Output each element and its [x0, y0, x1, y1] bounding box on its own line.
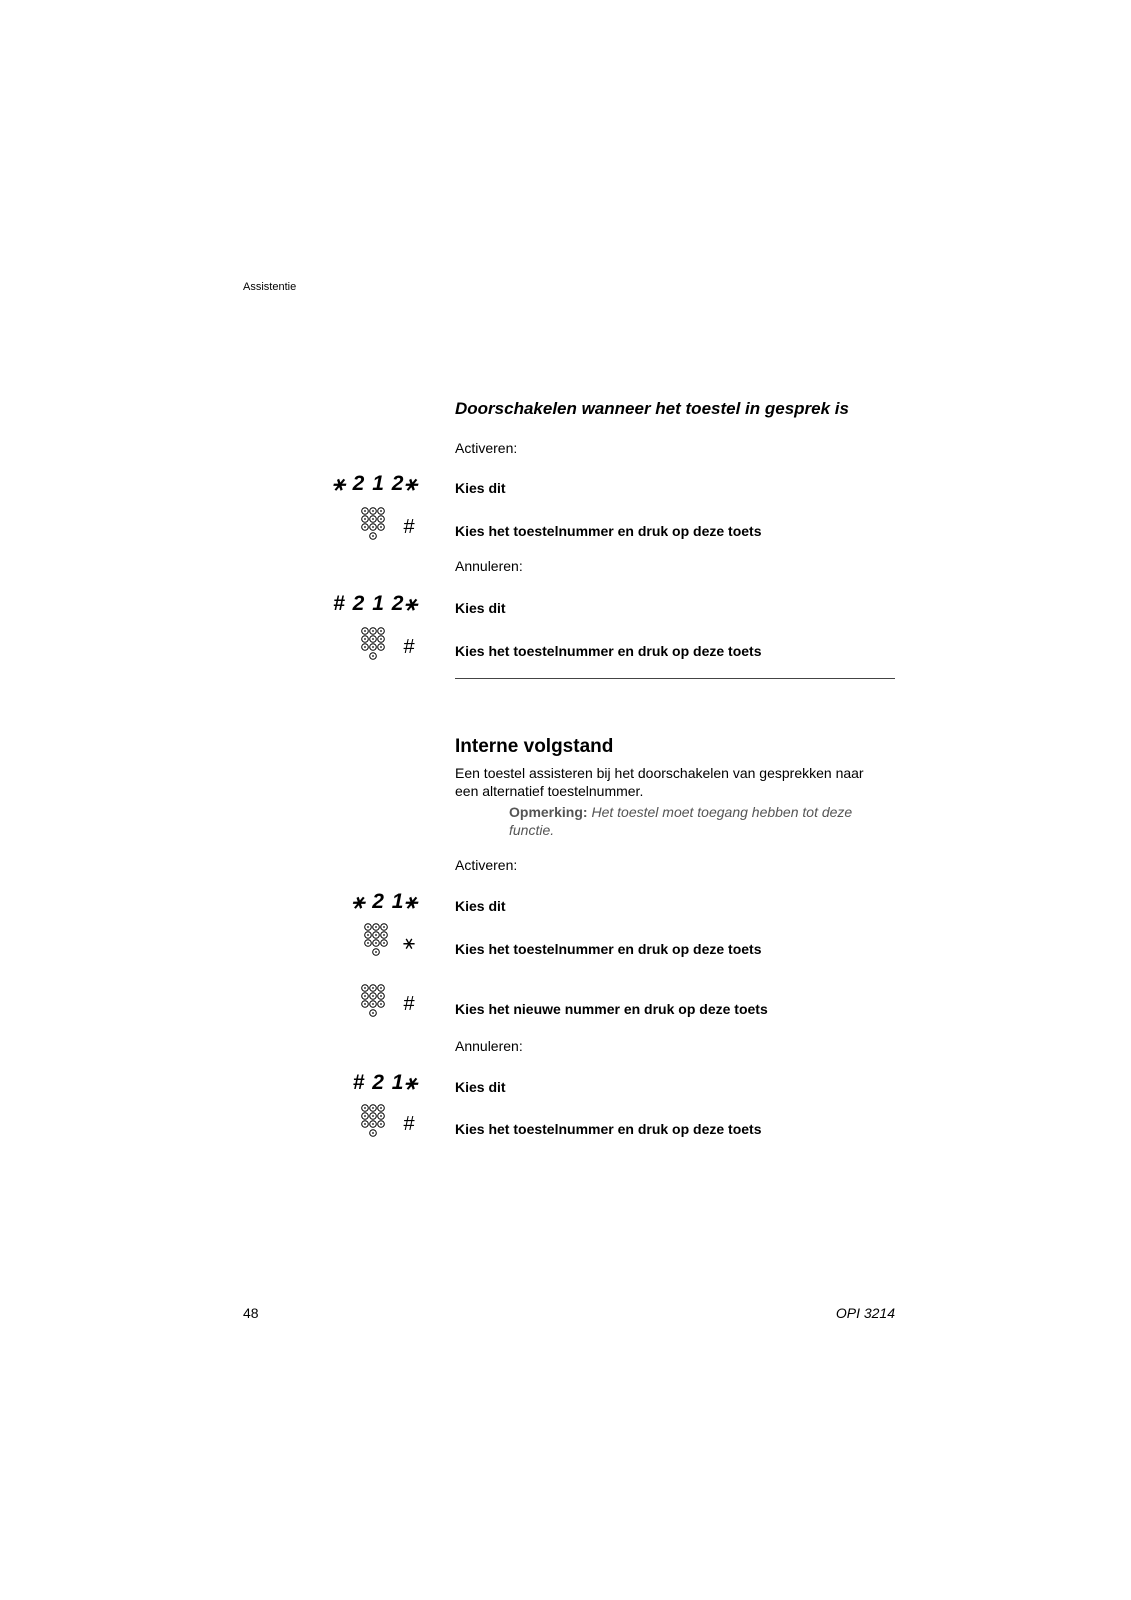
model-name: OPI 3214 — [835, 1305, 895, 1321]
instruction-text: Kies dit — [455, 1079, 506, 1095]
instruction-text: Kies dit — [455, 898, 506, 914]
keypad-icon — [358, 626, 388, 662]
section-title: Interne volgstand — [455, 736, 614, 757]
activate-label: Activeren: — [455, 440, 518, 456]
instruction-text: Kies het toestelnummer en druk op deze toets — [455, 523, 762, 539]
dial-code: # 2 1⚹ — [352, 1071, 418, 1094]
instruction-text: Kies het toestelnummer en druk op deze toets — [455, 1121, 762, 1137]
note-text: Het toestel moet toegang hebben tot deze functie. — [509, 804, 853, 838]
dial-code: ⚹ 2 1 2⚹ — [332, 472, 418, 495]
instruction-text: Kies het toestelnummer en druk op deze toets — [455, 941, 762, 957]
running-header: Assistentie — [243, 281, 297, 293]
star-key-icon: ⚹ — [403, 932, 415, 954]
activate-label: Activeren: — [455, 857, 518, 873]
keypad-icon — [361, 922, 391, 958]
cancel-label: Annuleren: — [455, 558, 523, 574]
keypad-icon — [358, 506, 388, 542]
instruction-text: Kies het nieuwe nummer en druk op deze toets — [455, 1001, 768, 1017]
hash-key-icon: # — [403, 516, 415, 538]
divider — [455, 678, 895, 679]
page-number: 48 — [243, 1305, 259, 1321]
section-title: Doorschakelen wanneer het toestel in gesprek is — [455, 399, 849, 418]
note-label: Opmerking: — [509, 804, 588, 820]
keypad-icon — [358, 1103, 388, 1139]
cancel-label: Annuleren: — [455, 1038, 523, 1054]
keypad-icon — [358, 983, 388, 1019]
hash-key-icon: # — [403, 1113, 415, 1135]
hash-key-icon: # — [403, 993, 415, 1015]
dial-code: # 2 1 2⚹ — [333, 592, 418, 615]
description-text: Een toestel assisteren bij het doorschakelen van gesprekken naar een alternatief toestelnummer. — [455, 765, 864, 799]
instruction-text: Kies dit — [455, 600, 506, 616]
instruction-text: Kies dit — [455, 480, 506, 496]
instruction-text: Kies het toestelnummer en druk op deze toets — [455, 643, 762, 659]
note — [509, 803, 889, 839]
dial-code: ⚹ 2 1⚹ — [351, 890, 418, 913]
hash-key-icon: # — [403, 636, 415, 658]
